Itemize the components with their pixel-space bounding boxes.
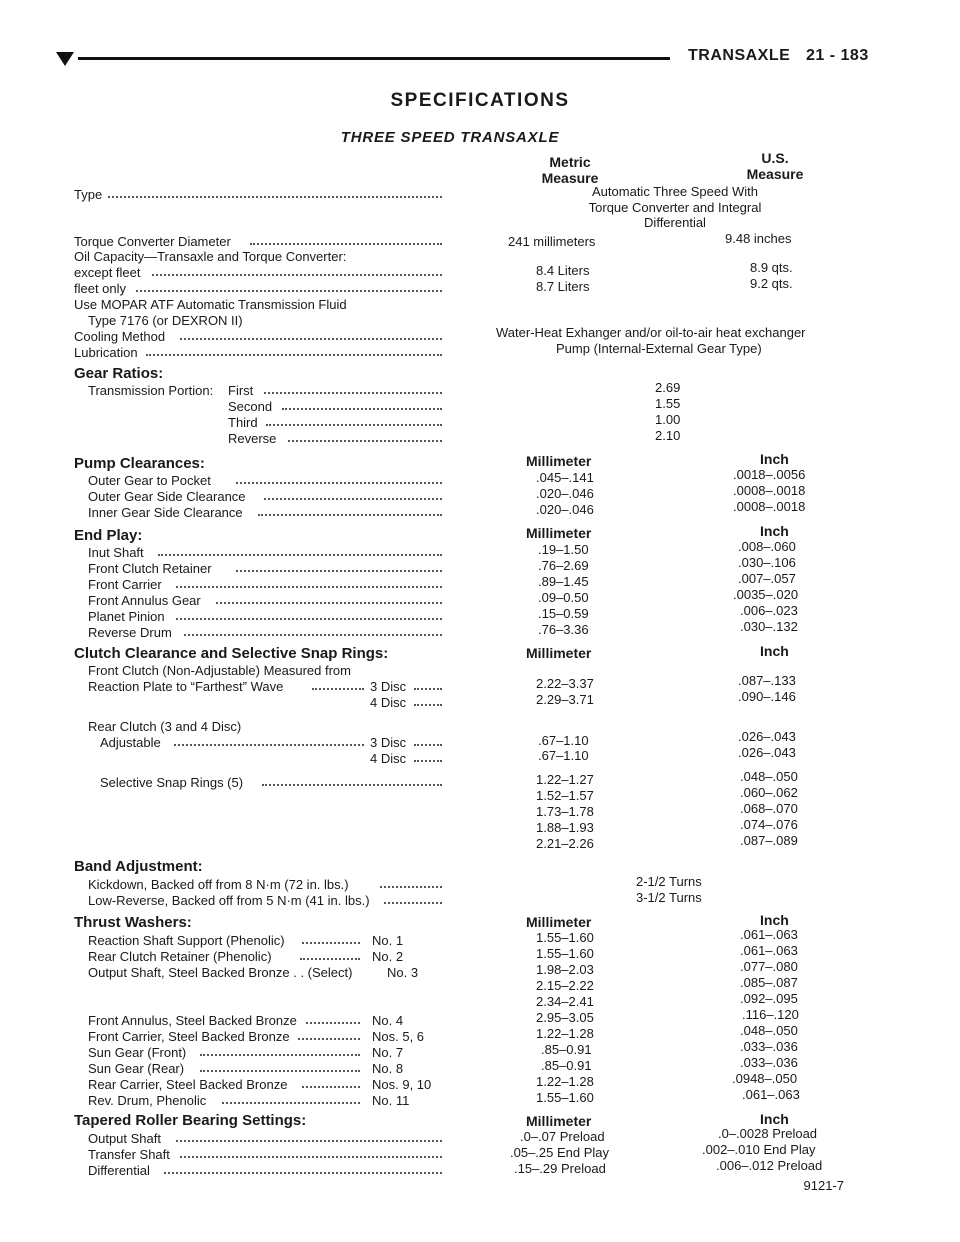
leader-dots [200,1054,360,1056]
end-play-label: Inut Shaft [88,545,144,560]
snap-ring-mm: 1.73–1.78 [536,804,594,819]
bearing-inch: .002–.010 End Play [702,1142,816,1157]
snap-ring-mm: 2.21–2.26 [536,836,594,851]
thrust-washer-mm: 1.98–2.03 [536,962,594,977]
figure-reference: 9121-7 [803,1178,844,1193]
page-subtitle: THREE SPEED TRANSAXLE [340,129,560,146]
thrust-washer-inch: .0948–.050 [732,1071,798,1086]
leader-dots [262,784,442,786]
thrust-washer-mm: 1.22–1.28 [536,1026,594,1041]
leader-dots [264,498,442,500]
leader-dots [384,902,442,904]
leader-dots [298,1038,360,1040]
cooling-method-label: Cooling Method [74,329,166,344]
thrust-washer-label: Reaction Shaft Support (Phenolic) [88,933,285,948]
lubrication-label: Lubrication [74,345,138,360]
end-play-mm: .19–1.50 [538,542,589,557]
end-play-mm: .09–0.50 [538,590,589,605]
thrust-washer-number: No. 7 [372,1045,404,1060]
type-label: Type [74,187,103,202]
clutch-clearance-heading: Clutch Clearance and Selective Snap Rings: [74,645,389,662]
front-clutch-label: Reaction Plate to “Farthest” Wave [88,679,284,694]
snap-ring-mm: 1.52–1.57 [536,788,594,803]
leader-dots [302,1086,360,1088]
pump-inch-heading: Inch [760,451,789,467]
snap-ring-inch: .068–.070 [740,801,798,816]
thrust-washer-label: Sun Gear (Rear) [88,1061,185,1076]
end-play-heading: End Play: [74,527,143,544]
pump-clearance-label: Inner Gear Side Clearance [88,505,243,520]
pump-clearance-mm: .020–.046 [536,502,594,517]
front-clutch-4-disc-mm: 2.29–3.71 [536,692,594,707]
kickdown-value: 2-1/2 Turns [636,874,702,889]
low-reverse-value: 3-1/2 Turns [636,890,702,905]
thrust-inch-heading: Inch [760,912,789,928]
thrust-washer-inch: .085–.087 [740,975,798,990]
cooling-method-value: Water-Heat Exhanger and/or oil-to-air heat exchanger [496,325,806,340]
front-clutch-4-disc-inch: .090–.146 [738,689,796,704]
leader-dots [414,760,442,762]
leader-dots [200,1070,360,1072]
leader-dots [312,688,364,690]
column-us-heading: U.S. Measure [746,150,804,182]
thrust-washer-number: No. 4 [372,1013,404,1028]
thrust-washer-mm: .85–0.91 [541,1042,592,1057]
pump-clearance-inch: .0008–.0018 [733,483,806,498]
leader-dots [136,290,442,292]
end-play-mm: .76–3.36 [538,622,589,637]
thrust-washer-mm: 2.95–3.05 [536,1010,594,1025]
leader-dots [108,196,442,198]
thrust-washer-label: Rear Clutch Retainer (Phenolic) [88,949,272,964]
front-clutch-3-disc-label: 3 Disc [370,679,407,694]
end-play-label: Front Carrier [88,577,162,592]
thrust-washer-mm: 1.55–1.60 [536,930,594,945]
end-play-inch: .030–.106 [738,555,796,570]
front-clutch-3-disc-inch: .087–.133 [738,673,796,688]
fluid-note: Use MOPAR ATF Automatic Transmission Fluid [74,297,347,312]
end-play-inch: .008–.060 [738,539,796,554]
thrust-washer-number: No. 2 [372,949,404,964]
leader-dots [266,424,442,426]
leader-dots [216,602,442,604]
leader-dots [264,392,442,394]
end-play-label: Reverse Drum [88,625,172,640]
thrust-washer-inch: .061–.063 [740,943,798,958]
thrust-washer-mm: 1.55–1.60 [536,946,594,961]
leader-dots [184,634,442,636]
type-value: Differential [644,215,706,230]
end-play-inch: .006–.023 [740,603,798,618]
pump-clearance-mm: .045–.141 [536,470,594,485]
leader-dots [152,274,442,276]
thrust-washer-mm: .85–0.91 [541,1058,592,1073]
torque-converter-us: 9.48 inches [725,231,792,246]
rear-clutch-4-disc-mm: .67–1.10 [538,748,589,763]
pump-clearance-mm: .020–.046 [536,486,594,501]
thrust-washers-heading: Thrust Washers: [74,914,192,931]
leader-dots [146,354,442,356]
front-clutch-4-disc-label: 4 Disc [370,695,407,710]
gear-ratio-value: 1.00 [655,412,681,427]
column-metric-heading: Metric Measure [541,154,599,186]
leader-dots [176,618,442,620]
oil-fleet-only-metric: 8.7 Liters [536,279,590,294]
gear-ratio-value: 1.55 [655,396,681,411]
oil-fleet-only-label: fleet only [74,281,127,296]
gear-ratio-label: Second [228,399,273,414]
end-play-label: Planet Pinion [88,609,165,624]
pump-clearance-label: Outer Gear to Pocket [88,473,211,488]
end-play-inch: .030–.132 [740,619,798,634]
gear-ratios-heading: Gear Ratios: [74,365,164,382]
snap-ring-inch: .060–.062 [740,785,798,800]
thrust-washer-mm: 2.34–2.41 [536,994,594,1009]
torque-converter-label: Torque Converter Diameter [74,234,231,249]
pump-clearance-label: Outer Gear Side Clearance [88,489,246,504]
type-value: Torque Converter and Integral [588,200,762,215]
rear-clutch-3-disc-mm: .67–1.10 [538,733,589,748]
bearing-inch: .006–.012 Preload [716,1158,823,1173]
thrust-washer-number: No. 11 [372,1093,410,1108]
thrust-washer-inch: .061–.063 [740,927,798,942]
thrust-millimeter-heading: Millimeter [526,914,592,930]
leader-dots [414,688,442,690]
thrust-washer-label: Rear Carrier, Steel Backed Bronze [88,1077,288,1092]
clutch-inch-heading: Inch [760,643,789,659]
leader-dots [414,744,442,746]
thrust-washer-label: Front Carrier, Steel Backed Bronze [88,1029,290,1044]
snap-ring-inch: .087–.089 [740,833,798,848]
gear-ratio-value: 2.69 [655,380,681,395]
type-value: Automatic Three Speed With [592,184,758,199]
leader-dots [176,1140,442,1142]
oil-except-fleet-label: except fleet [74,265,141,280]
front-clutch-3-disc-mm: 2.22–3.37 [536,676,594,691]
gear-ratio-label: First [228,383,254,398]
leader-dots [288,440,442,442]
thrust-washer-number: No. 8 [372,1061,404,1076]
pump-clearance-inch: .0008–.0018 [733,499,806,514]
leader-dots [180,338,442,340]
leader-dots [158,554,442,556]
pump-millimeter-heading: Millimeter [526,453,592,469]
snap-rings-label: Selective Snap Rings (5) [100,775,244,790]
bearing-label: Differential [88,1163,150,1178]
page-title: SPECIFICATIONS [390,90,570,111]
thrust-washer-number: No. 3 [387,965,419,980]
rear-clutch-3-disc-inch: .026–.043 [738,729,796,744]
rear-clutch-adjustable-label: Adjustable [100,735,161,750]
leader-dots [164,1172,442,1174]
pump-clearance-inch: .0018–.0056 [733,467,806,482]
leader-dots [282,408,442,410]
thrust-washer-inch: .092–.095 [740,991,798,1006]
leader-dots [176,586,442,588]
thrust-washer-mm: 2.15–2.22 [536,978,594,993]
leader-dots [300,958,360,960]
leader-dots [222,1102,360,1104]
snap-ring-mm: 1.88–1.93 [536,820,594,835]
leader-dots [174,744,364,746]
header-rule [78,57,670,60]
bearing-mm: .05–.25 End Play [510,1145,610,1160]
clutch-millimeter-heading: Millimeter [526,645,592,661]
thrust-washer-inch: .033–.036 [740,1055,798,1070]
leader-dots [302,942,360,944]
rear-clutch-4-disc-label: 4 Disc [370,751,407,766]
end-play-inch-heading: Inch [760,523,789,539]
pump-clearances-heading: Pump Clearances: [74,455,205,472]
bearing-millimeter-heading: Millimeter [526,1113,592,1129]
header-triangle-icon [56,52,74,66]
leader-dots [380,886,442,888]
kickdown-label: Kickdown, Backed off from 8 N·m (72 in. lbs.) [88,877,349,892]
bearing-label: Output Shaft [88,1131,161,1146]
thrust-washer-label: Rev. Drum, Phenolic [88,1093,207,1108]
end-play-inch: .0035–.020 [733,587,799,602]
end-play-mm: .15–0.59 [538,606,589,621]
oil-except-fleet-us: 8.9 qts. [750,260,793,275]
header-page-number: 21 - 183 [806,47,869,64]
bearing-mm: .0–.07 Preload [520,1129,605,1144]
gear-ratio-label: Third [228,415,258,430]
thrust-washer-inch: .061–.063 [742,1087,800,1102]
snap-ring-inch: .074–.076 [740,817,798,832]
bearing-settings-heading: Tapered Roller Bearing Settings: [74,1112,307,1129]
thrust-washer-label: Front Annulus, Steel Backed Bronze [88,1013,297,1028]
end-play-label: Front Annulus Gear [88,593,201,608]
bearing-inch: .0–.0028 Preload [718,1126,818,1141]
snap-ring-inch: .048–.050 [740,769,798,784]
gear-ratio-value: 2.10 [655,428,681,443]
thrust-washer-label: Output Shaft, Steel Backed Bronze . . (Select) [88,965,353,980]
thrust-washer-inch: .077–.080 [740,959,798,974]
oil-except-fleet-metric: 8.4 Liters [536,263,590,278]
leader-dots [306,1022,360,1024]
lubrication-value: Pump (Internal-External Gear Type) [556,341,762,356]
thrust-washer-label: Sun Gear (Front) [88,1045,187,1060]
thrust-washer-inch: .116–.120 [742,1007,799,1022]
leader-dots [258,514,442,516]
rear-clutch-4-disc-inch: .026–.043 [738,745,796,760]
end-play-mm: .76–2.69 [538,558,589,573]
leader-dots [250,243,442,245]
leader-dots [236,482,442,484]
gear-ratio-label: Reverse [228,431,277,446]
header-section: TRANSAXLE [688,47,791,64]
end-play-millimeter-heading: Millimeter [526,525,592,541]
leader-dots [180,1156,442,1158]
thrust-washer-mm: 1.55–1.60 [536,1090,594,1105]
bearing-label: Transfer Shaft [88,1147,170,1162]
band-adjustment-heading: Band Adjustment: [74,858,203,875]
bearing-inch-heading: Inch [760,1111,789,1127]
thrust-washer-number: Nos. 5, 6 [372,1029,425,1044]
end-play-mm: .89–1.45 [538,574,589,589]
rear-clutch-label: Rear Clutch (3 and 4 Disc) [88,719,242,734]
thrust-washer-inch: .033–.036 [740,1039,798,1054]
snap-ring-mm: 1.22–1.27 [536,772,594,787]
end-play-inch: .007–.057 [738,571,796,586]
thrust-washer-mm: 1.22–1.28 [536,1074,594,1089]
transmission-portion-label: Transmission Portion: [88,383,214,398]
leader-dots [236,570,442,572]
end-play-label: Front Clutch Retainer [88,561,212,576]
front-clutch-label: Front Clutch (Non-Adjustable) Measured from [88,663,351,678]
rear-clutch-3-disc-label: 3 Disc [370,735,407,750]
torque-converter-metric: 241 millimeters [508,234,596,249]
bearing-mm: .15–.29 Preload [514,1161,606,1176]
low-reverse-label: Low-Reverse, Backed off from 5 N·m (41 in. lbs.) [88,893,370,908]
fluid-note: Type 7176 (or DEXRON II) [88,313,243,328]
oil-fleet-only-us: 9.2 qts. [750,276,793,291]
thrust-washer-number: No. 1 [372,933,404,948]
oil-capacity-label: Oil Capacity—Transaxle and Torque Converter: [74,249,347,264]
leader-dots [414,704,442,706]
thrust-washer-inch: .048–.050 [740,1023,798,1038]
thrust-washer-number: Nos. 9, 10 [372,1077,432,1092]
